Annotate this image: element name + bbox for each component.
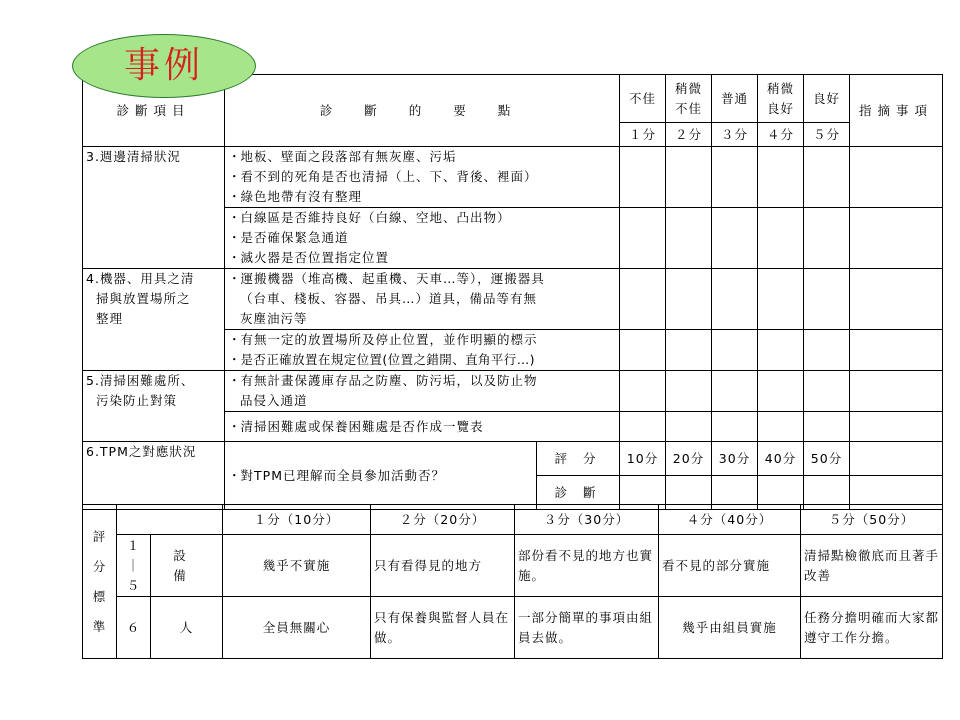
remarks-cell[interactable]: [850, 371, 943, 412]
rating-cell[interactable]: [804, 412, 850, 442]
rating-cell[interactable]: [758, 371, 804, 412]
header-score-1: １分: [620, 123, 666, 147]
remarks-cell[interactable]: [850, 330, 943, 371]
category-people: 人: [151, 597, 223, 659]
header-score-3: ３分: [712, 123, 758, 147]
checkpoint-continued: 灰塵油污等: [240, 311, 308, 326]
checkpoint: ・ 清掃困難處或保養困難處是否作成一覽表: [228, 417, 616, 437]
section-title: 5.清掃困難處所、 污染防止對策: [83, 371, 225, 442]
scoring-criteria-table: [82, 504, 943, 659]
rating-cell[interactable]: [620, 330, 666, 371]
checkpoint-group: [225, 371, 620, 412]
criteria-cell: 看不見的部分實施: [659, 535, 801, 597]
checkpoint: ・ 是否正確放置在規定位置(位置之錯開、直角平行…): [228, 350, 616, 370]
level-3: ３分（30分）: [515, 505, 659, 535]
rating-cell[interactable]: [666, 269, 712, 330]
tpm-score-1: 10分: [620, 442, 666, 476]
badge-label: 事例: [123, 45, 204, 86]
checkpoint: ・ 有無一定的放置場所及停止位置，並作明顯的標示: [228, 330, 616, 350]
checkpoint: ・ 有無計畫保護庫存品之防塵、防污垢，以及防止物: [228, 371, 616, 391]
criteria-cell: 部份看不見的地方也實施。: [515, 535, 659, 597]
tpm-score-label: 評 分: [537, 442, 620, 476]
range-label: １ ｜ ５: [117, 535, 151, 597]
remarks-cell[interactable]: [850, 442, 943, 476]
header-score-2: ２分: [666, 123, 712, 147]
rating-cell[interactable]: [666, 330, 712, 371]
checkpoint: ・ 白線區是否維持良好（白線、空地、凸出物）: [228, 208, 616, 228]
header-points: 診 斷 的 要 點: [225, 75, 620, 147]
rating-cell[interactable]: [712, 371, 758, 412]
checkpoint: ・ 對TPM已理解而全員參加活動否？: [228, 466, 533, 486]
level-2: ２分（20分）: [371, 505, 515, 535]
remarks-cell[interactable]: [850, 147, 943, 208]
example-badge: [72, 34, 256, 98]
checkpoint-group: [225, 442, 537, 510]
checkpoint: ・ 綠色地帶有沒有整理: [228, 187, 616, 207]
header-score-5: ５分: [804, 123, 850, 147]
header-item: 診斷項目: [83, 75, 225, 147]
rating-cell[interactable]: [712, 208, 758, 269]
rating-cell[interactable]: [758, 412, 804, 442]
rating-cell[interactable]: [758, 147, 804, 208]
rating-cell[interactable]: [804, 371, 850, 412]
checkpoint-group: [225, 412, 620, 442]
remarks-cell[interactable]: [850, 269, 943, 330]
rating-cell[interactable]: [712, 412, 758, 442]
criteria-cell: 清掃點檢徹底而且著手改善: [801, 535, 943, 597]
criteria-label: 評 分 標 準: [83, 505, 117, 659]
criteria-cell: 幾乎由組員實施: [659, 597, 801, 659]
rating-cell[interactable]: [712, 147, 758, 208]
tpm-score-3: 30分: [712, 442, 758, 476]
level-5: ５分（50分）: [801, 505, 943, 535]
tpm-diag-label: 診 斷: [537, 476, 620, 510]
header-rating-4: 稍微 良好: [758, 75, 804, 123]
level-1: １分（10分）: [223, 505, 371, 535]
criteria-cell: 幾乎不實施: [223, 535, 371, 597]
rating-cell[interactable]: [620, 412, 666, 442]
rating-cell[interactable]: [666, 412, 712, 442]
rating-cell[interactable]: [804, 330, 850, 371]
range-label: ６: [117, 597, 151, 659]
section-title: 3.週邊清掃狀況: [83, 147, 225, 269]
remarks-cell[interactable]: [850, 412, 943, 442]
rating-cell[interactable]: [758, 330, 804, 371]
checkpoint-continued: 品侵入通道: [240, 393, 308, 408]
checkpoint-group: [225, 269, 620, 330]
checkpoint-continued: （台車、棧板、容器、吊具…）道具，備品等有無: [240, 291, 538, 306]
rating-cell[interactable]: [712, 269, 758, 330]
checkpoint-group: [225, 208, 620, 269]
rating-cell[interactable]: [758, 269, 804, 330]
criteria-cell: 全員無關心: [223, 597, 371, 659]
header-rating-1: 不佳: [620, 75, 666, 123]
rating-cell[interactable]: [804, 208, 850, 269]
criteria-cell: 任務分擔明確而大家都遵守工作分擔。: [801, 597, 943, 659]
header-remarks: 指摘事項: [850, 75, 943, 147]
checkpoint: ・ 是否確保緊急通道: [228, 228, 616, 248]
section-title: 4.機器、用具之清 掃與放置場所之 整理: [83, 269, 225, 371]
tpm-score-4: 40分: [758, 442, 804, 476]
checkpoint: ・ 看不到的死角是否也清掃（上、下、背後、裡面）: [228, 167, 616, 187]
checkpoint: ・ 運搬機器（堆高機、起重機、天車…等），運搬器具: [228, 269, 616, 289]
rating-cell[interactable]: [620, 269, 666, 330]
rating-cell[interactable]: [620, 371, 666, 412]
checkpoint-group: [225, 147, 620, 208]
criteria-cell: 只有保養與監督人員在做。: [371, 597, 515, 659]
level-4: ４分（40分）: [659, 505, 801, 535]
remarks-cell[interactable]: [850, 208, 943, 269]
checkpoint: ・ 地板、壁面之段落部有無灰塵、污垢: [228, 147, 616, 167]
criteria-cell: 一部分簡單的事項由組員去做。: [515, 597, 659, 659]
rating-cell[interactable]: [758, 208, 804, 269]
criteria-cell: 只有看得見的地方: [371, 535, 515, 597]
checkpoint-group: [225, 330, 620, 371]
rating-cell[interactable]: [712, 330, 758, 371]
section-title: 6.TPM之對應狀況: [83, 442, 225, 510]
tpm-score-5: 50分: [804, 442, 850, 476]
rating-cell[interactable]: [666, 208, 712, 269]
checkpoint: ・ 滅火器是否位置指定位置: [228, 248, 616, 268]
header-rating-2: 稍微 不佳: [666, 75, 712, 123]
criteria-corner: [117, 505, 223, 535]
tpm-score-2: 20分: [666, 442, 712, 476]
rating-cell[interactable]: [620, 147, 666, 208]
rating-cell[interactable]: [620, 208, 666, 269]
rating-cell[interactable]: [804, 269, 850, 330]
header-score-4: ４分: [758, 123, 804, 147]
header-rating-3: 普通: [712, 75, 758, 123]
diagnosis-table: [82, 74, 943, 510]
category-equipment: 設 備: [151, 535, 223, 597]
rating-cell[interactable]: [666, 371, 712, 412]
rating-cell[interactable]: [804, 147, 850, 208]
header-rating-5: 良好: [804, 75, 850, 123]
rating-cell[interactable]: [666, 147, 712, 208]
